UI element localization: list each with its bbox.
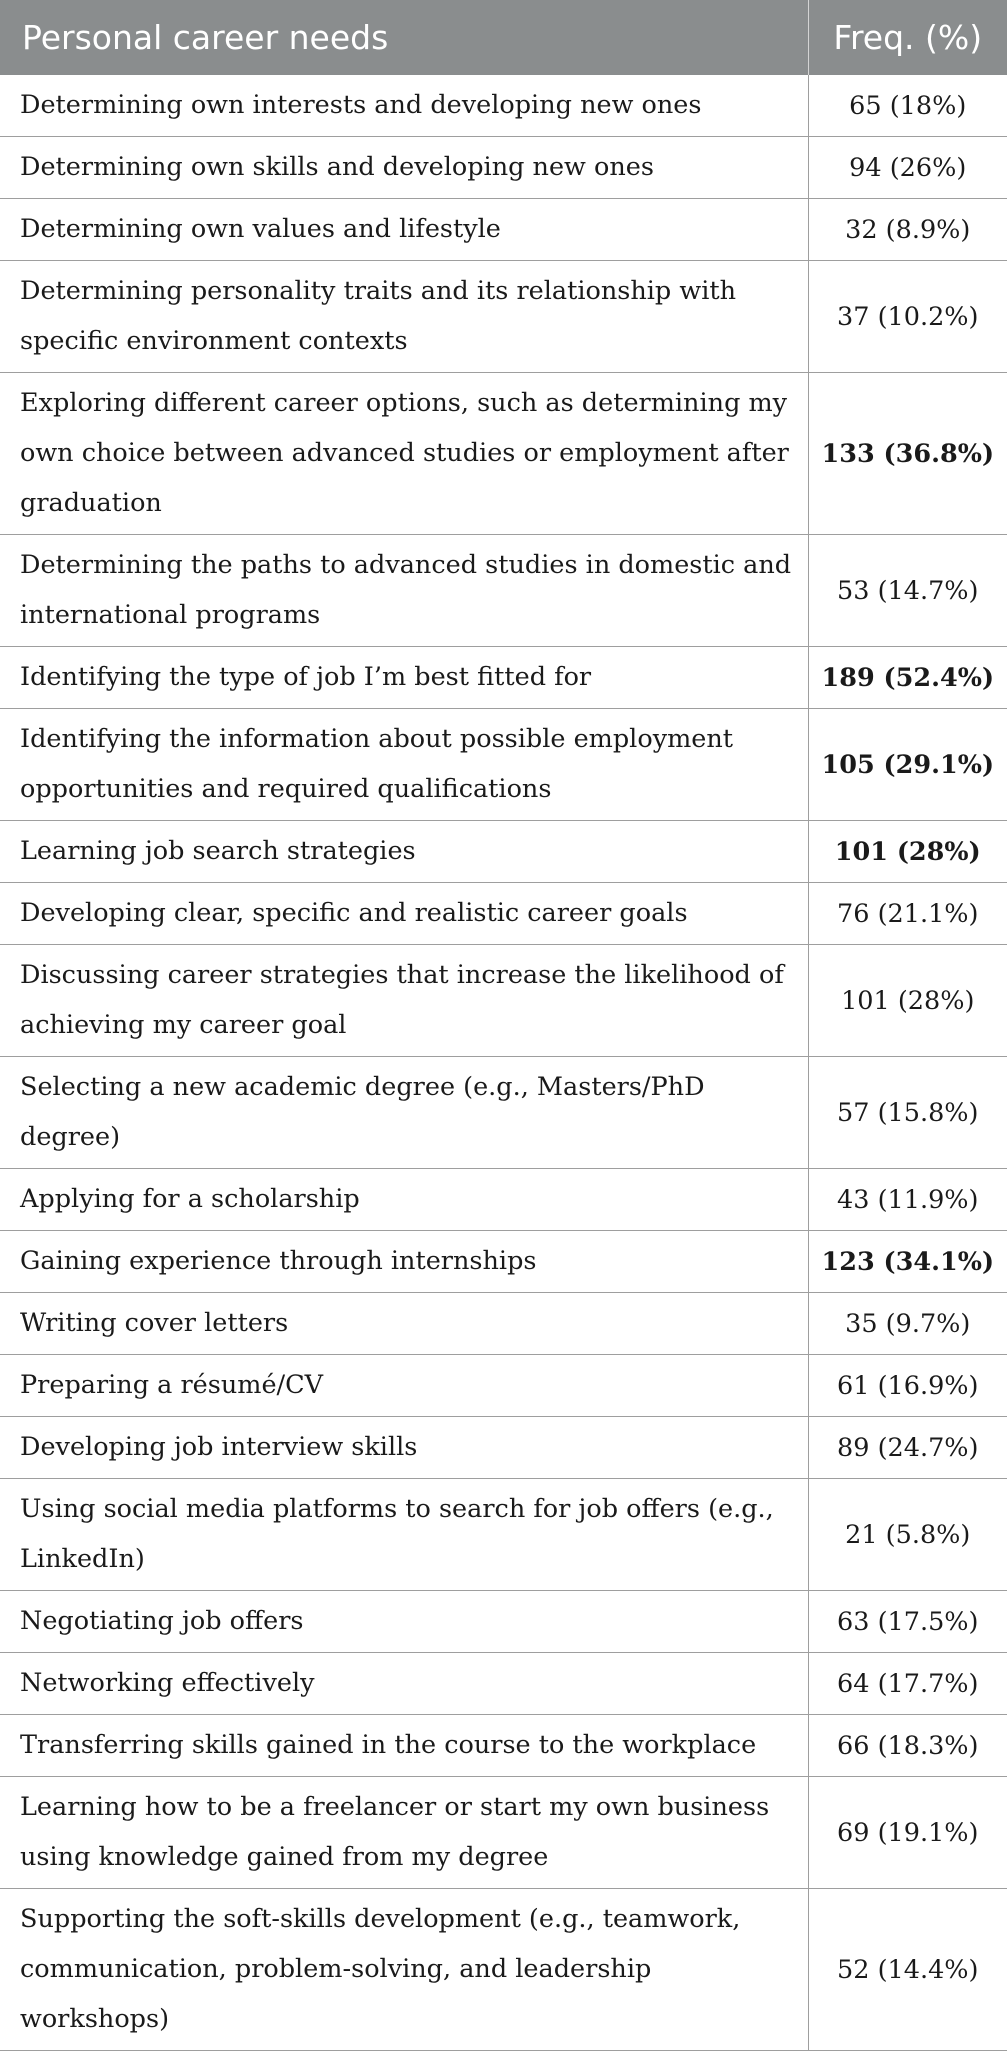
career-need-cell: Developing clear, specific and realistic career goals	[0, 883, 808, 945]
frequency-cell: 65 (18%)	[808, 75, 1007, 137]
frequency-cell: 123 (34.1%)	[808, 1231, 1007, 1293]
table-row	[0, 821, 1007, 883]
career-need-cell: Applying for a scholarship	[0, 1169, 808, 1231]
table-row	[0, 535, 1007, 647]
career-need-cell: Determining own values and lifestyle	[0, 199, 808, 261]
table-body	[0, 75, 1007, 2051]
header-personal-career-needs: Personal career needs	[0, 0, 808, 75]
frequency-cell: 101 (28%)	[808, 821, 1007, 883]
frequency-cell: 89 (24.7%)	[808, 1417, 1007, 1479]
frequency-cell: 61 (16.9%)	[808, 1355, 1007, 1417]
table-row	[0, 1417, 1007, 1479]
table-row	[0, 75, 1007, 137]
table-row	[0, 1355, 1007, 1417]
table-row	[0, 1293, 1007, 1355]
table-row	[0, 199, 1007, 261]
career-need-cell: Gaining experience through internships	[0, 1231, 808, 1293]
career-need-cell: Learning job search strategies	[0, 821, 808, 883]
career-need-cell: Supporting the soft-skills development (e.g., teamwork, communication, problem-solving, and leadership workshops)	[0, 1889, 808, 2051]
table-row	[0, 1479, 1007, 1591]
header-row	[0, 0, 1007, 75]
career-need-cell: Learning how to be a freelancer or start my own business using knowledge gained from my degree	[0, 1777, 808, 1889]
table-row	[0, 373, 1007, 535]
frequency-cell: 69 (19.1%)	[808, 1777, 1007, 1889]
table-row	[0, 883, 1007, 945]
frequency-cell: 32 (8.9%)	[808, 199, 1007, 261]
table-row	[0, 1591, 1007, 1653]
frequency-cell: 43 (11.9%)	[808, 1169, 1007, 1231]
header-frequency: Freq. (%)	[808, 0, 1007, 75]
table-row	[0, 647, 1007, 709]
frequency-cell: 21 (5.8%)	[808, 1479, 1007, 1591]
career-need-cell: Writing cover letters	[0, 1293, 808, 1355]
career-need-cell: Networking effectively	[0, 1653, 808, 1715]
frequency-cell: 57 (15.8%)	[808, 1057, 1007, 1169]
table-row	[0, 709, 1007, 821]
table-row	[0, 945, 1007, 1057]
table-row	[0, 1889, 1007, 2051]
frequency-cell: 66 (18.3%)	[808, 1715, 1007, 1777]
table-row	[0, 1653, 1007, 1715]
career-need-cell: Developing job interview skills	[0, 1417, 808, 1479]
career-need-cell: Exploring different career options, such as determining my own choice between advanced studies or employment after graduation	[0, 373, 808, 535]
frequency-cell: 189 (52.4%)	[808, 647, 1007, 709]
frequency-cell: 35 (9.7%)	[808, 1293, 1007, 1355]
table-row	[0, 1169, 1007, 1231]
career-need-cell: Identifying the type of job I’m best fitted for	[0, 647, 808, 709]
career-need-cell: Transferring skills gained in the course to the workplace	[0, 1715, 808, 1777]
career-need-cell: Negotiating job offers	[0, 1591, 808, 1653]
career-need-cell: Selecting a new academic degree (e.g., Masters/PhD degree)	[0, 1057, 808, 1169]
frequency-cell: 52 (14.4%)	[808, 1889, 1007, 2051]
table-row	[0, 137, 1007, 199]
table-row	[0, 1231, 1007, 1293]
frequency-cell: 94 (26%)	[808, 137, 1007, 199]
career-need-cell: Discussing career strategies that increase the likelihood of achieving my career goal	[0, 945, 808, 1057]
frequency-cell: 63 (17.5%)	[808, 1591, 1007, 1653]
frequency-cell: 64 (17.7%)	[808, 1653, 1007, 1715]
frequency-cell: 133 (36.8%)	[808, 373, 1007, 535]
career-need-cell: Determining own skills and developing new ones	[0, 137, 808, 199]
table-row	[0, 261, 1007, 373]
frequency-cell: 76 (21.1%)	[808, 883, 1007, 945]
career-need-cell: Using social media platforms to search for job offers (e.g., LinkedIn)	[0, 1479, 808, 1591]
table-row	[0, 1057, 1007, 1169]
frequency-cell: 101 (28%)	[808, 945, 1007, 1057]
frequency-cell: 53 (14.7%)	[808, 535, 1007, 647]
frequency-cell: 37 (10.2%)	[808, 261, 1007, 373]
career-need-cell: Determining personality traits and its relationship with specific environment contexts	[0, 261, 808, 373]
table-row	[0, 1715, 1007, 1777]
career-need-cell: Identifying the information about possible employment opportunities and required qualifications	[0, 709, 808, 821]
table-row	[0, 1777, 1007, 1889]
career-need-cell: Determining own interests and developing new ones	[0, 75, 808, 137]
career-need-cell: Determining the paths to advanced studies in domestic and international programs	[0, 535, 808, 647]
frequency-cell: 105 (29.1%)	[808, 709, 1007, 821]
career-need-cell: Preparing a résumé/CV	[0, 1355, 808, 1417]
